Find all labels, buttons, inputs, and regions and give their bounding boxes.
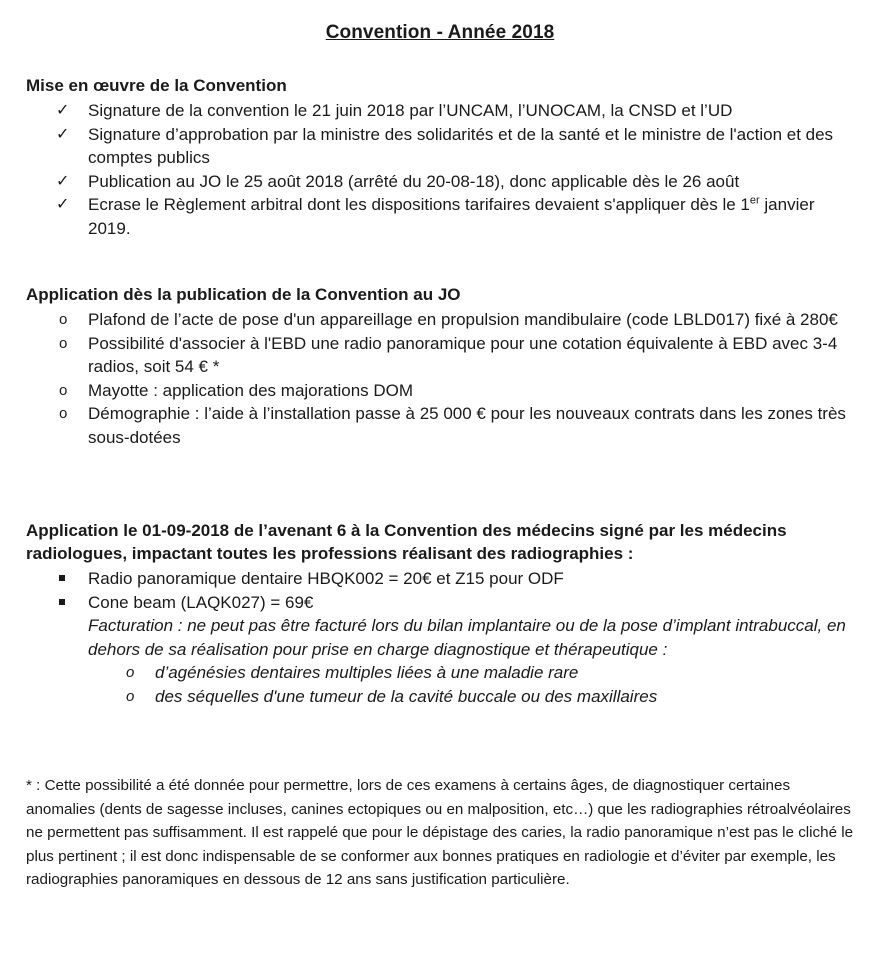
sub-list-item — [26, 685, 856, 709]
list-item-text: Mayotte : application des majorations DOM — [88, 380, 414, 400]
list-item — [26, 308, 856, 332]
list-item-text: Radio panoramique dentaire HBQK002 = 20€ et Z15 pour ODF — [88, 569, 564, 588]
list-item-text: Plafond de l’acte de pose d'un appareillage en propulsion mandibulaire (code LBLD017) fixé à 280€ — [88, 310, 838, 329]
section-heading: Application dès la publication de la Convention au JO — [26, 285, 461, 304]
checkmark-icon: ✓ — [56, 196, 70, 213]
section-application-avenant — [26, 519, 856, 708]
checkmark-icon: ✓ — [56, 125, 70, 143]
list-item-text: Publication au JO le 25 août 2018 (arrêté du 20-08-18), donc applicable dès le 26 août — [88, 171, 740, 191]
circle-bullet-icon: o — [59, 405, 68, 422]
list-item-text: Possibilité d'associer à l'EBD une radio panoramique pour une cotation équivalente à EBD avec 3-4 radios, soit 54 € * — [88, 333, 838, 376]
list-item-text: Ecrase le Règlement arbitral dont les dispositions tarifaires devaient s'appliquer dès le 1 — [88, 195, 750, 214]
sub-list-item — [26, 661, 856, 685]
list-item — [26, 99, 856, 123]
circle-bullet-icon: o — [59, 381, 68, 399]
list-item — [26, 402, 856, 449]
list-item-text: Cone beam (LAQK027) = 69€ — [88, 592, 314, 612]
page-title: Convention - Année 2018 — [325, 22, 555, 43]
list-item — [26, 170, 856, 194]
section-application-jo — [26, 283, 856, 449]
circle-bullet-icon: o — [59, 311, 68, 328]
list-item — [26, 567, 856, 591]
sub-circle-list — [26, 661, 856, 708]
list-item — [26, 193, 856, 240]
sub-list-item-text: d’agénésies dentaires multiples liées à une maladie rare — [155, 663, 579, 682]
section-mise-en-oeuvre — [26, 74, 856, 240]
section-heading: Application le 01-09-2018 de l’avenant 6 à la Convention des médecins signé par les médecins radiologues, impactant toutes les professions réalisant des radiographies : — [26, 521, 787, 563]
ordinal-suffix: er — [749, 194, 760, 207]
list-item-text: Signature de la convention le 21 juin 2018 par l’UNCAM, l’UNOCAM, la CNSD et l’UD — [88, 101, 733, 120]
list-item-text: Signature d’approbation par la ministre des solidarités et de la santé et le ministre de l'action et des comptes publics — [88, 124, 834, 167]
checkmark-icon: ✓ — [56, 172, 70, 190]
list-item — [26, 379, 856, 403]
square-bullet-icon — [59, 575, 65, 581]
billing-note: Facturation : ne peut pas être facturé lors du bilan implantaire ou de la pose d’implant intrabuccal, en dehors de sa réalisation pour prise en charge diagnostique et thérapeutique : — [88, 616, 846, 659]
list-item — [26, 123, 856, 170]
checklist — [26, 99, 856, 240]
section-heading: Mise en œuvre de la Convention — [26, 76, 287, 95]
square-list — [26, 567, 856, 614]
list-item — [26, 332, 856, 379]
list-item-text-end: janvier 2019. — [88, 195, 815, 238]
circle-list — [26, 308, 856, 449]
list-item — [26, 591, 856, 615]
circle-bullet-icon: o — [126, 664, 135, 681]
sub-list-item-text: des séquelles d'une tumeur de la cavité buccale ou des maxillaires — [155, 686, 658, 706]
list-item-text: Démographie : l’aide à l’installation passe à 25 000 € pour les nouveaux contrats dans les zones très sous-dotées — [88, 404, 846, 447]
footnote: * : Cette possibilité a été donnée pour permettre, lors de ces examens à certains âges, de diagnostiquer certaines anomalies (dents de sagesse incluses, canines ectopiques ou en malposition, etc…) que les radiographies rétroalvéolaires ne permettent pas suffisamment. Il est rappelé que pour le dépistage des caries, la radio panoramique n’est pas le cliché le plus pertinent ; il est donc indispensable de se conformer aux bonnes pratiques en radiologie et d’éviter par exemple, les radiographies panoramiques en dessous de 12 ans sans justification particulière. — [26, 777, 854, 888]
square-bullet-icon — [59, 599, 65, 605]
circle-bullet-icon: o — [126, 687, 135, 705]
checkmark-icon: ✓ — [56, 102, 70, 119]
circle-bullet-icon: o — [59, 334, 68, 352]
